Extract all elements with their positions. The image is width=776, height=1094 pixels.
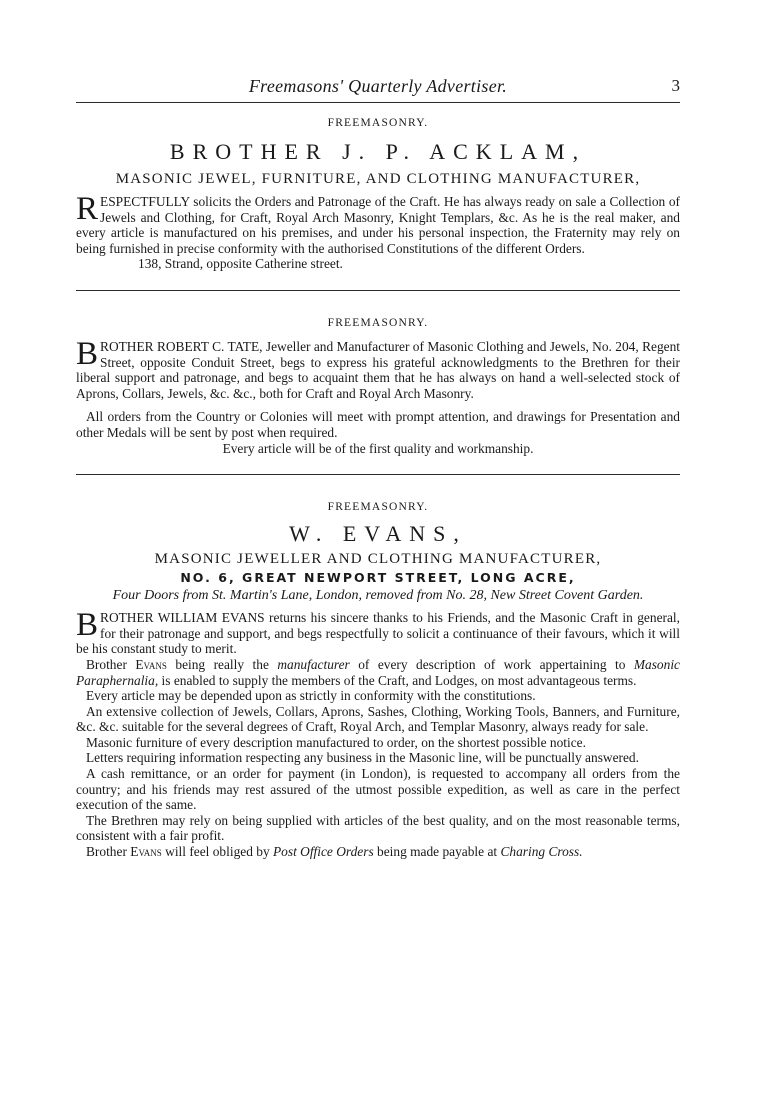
ad-paragraph xyxy=(76,844,680,860)
paragraph-text: ROTHER ROBERT C. TATE, Jeweller and Manufacturer of Masonic Clothing and Jewels, No. 204, Regent Street, opposite Conduit Street, begs to express his grateful acknowledgments to the Brethren for their liberal support and patronage, and begs to acquaint them that he has always on hand a well-selected stock of Aprons, Collars, Jewels, &c. &c., both for Craft and Royal Arch Masonry. xyxy=(76,338,680,401)
ad-subtitle: MASONIC JEWEL, FURNITURE, AND CLOTHING MANUFACTURER, xyxy=(115,171,641,187)
ad-paragraph: Every article may be depended upon as strictly in conformity with the constitutions. xyxy=(86,688,536,704)
ad-heading: FREEMASONRY. xyxy=(327,316,429,329)
ad-paragraph xyxy=(76,657,680,688)
ad-heading: FREEMASONRY. xyxy=(327,117,429,129)
running-head xyxy=(76,72,680,98)
emphasis: manufacturer xyxy=(277,656,350,672)
name-smallcaps: Evans xyxy=(135,656,167,672)
text-run: being really the xyxy=(166,656,278,672)
text-run: is enabled to supply the members of the Craft, and Lodges, on most advantageous terms. xyxy=(158,672,637,688)
ad-paragraph: Every article will be of the first quality and workmanship. xyxy=(222,440,534,456)
ad-title: BROTHER J. P. ACKLAM, xyxy=(169,139,587,164)
text-run: Brother xyxy=(86,844,131,860)
ad-address: 138, Strand, opposite Catherine street. xyxy=(138,256,343,272)
emphasis: Masonic Paraphernalia, xyxy=(76,656,680,688)
text-run: of every description of work appertaining to xyxy=(349,656,634,672)
ad-address: NO. 6, GREAT NEWPORT STREET, LONG ACRE, xyxy=(180,570,576,586)
ad-heading: FREEMASONRY. xyxy=(327,501,429,514)
ad-paragraph: All orders from the Country or Colonies will meet with prompt attention, and drawings for Presentation and other Medals will be sent by post when required. xyxy=(76,409,680,440)
drop-cap: B xyxy=(76,335,99,372)
running-head-title: Freemasons' Quarterly Advertiser. xyxy=(248,76,508,96)
ad-paragraph: Masonic furniture of every description manufactured to order, on the shortest possible notice. xyxy=(86,734,586,750)
advertisement-acklam xyxy=(76,117,680,272)
ad-address-note: Four Doors from St. Martin's Lane, London, removed from No. 28, New Street Covent Garden. xyxy=(112,588,644,604)
advertisement-evans xyxy=(76,501,680,860)
paragraph-text: ESPECTFULLY solicits the Orders and Patronage of the Craft. He has always ready on sale a Collection of Jewels and Clothing, for Craft, Royal Arch Masonry, Knight Templars, &c. As he is the real maker, and every article is manufactured on his premises, and under his personal inspection, the Fraternity may rely on being furnished in precise conformity with the authorised Constitutions of the different Orders. xyxy=(76,194,680,256)
ad-body xyxy=(76,191,680,272)
ad-title: W. EVANS, xyxy=(289,521,467,547)
advertisement-tate xyxy=(76,317,680,456)
text-run: being made payable at xyxy=(373,844,501,860)
name-smallcaps: Evans xyxy=(130,844,162,860)
ad-paragraph: Letters requiring information respecting any business in the Masonic line, will be punctually answered. xyxy=(86,750,639,766)
drop-cap: B xyxy=(76,607,99,644)
drop-cap: R xyxy=(76,191,99,227)
advertiser-page xyxy=(76,72,680,860)
paragraph-text: ROTHER WILLIAM EVANS returns his sincere thanks to his Friends, and the Masonic Craft in general, for their patronage and support, and begs respectfully to solicit a continuance of their favours, which it will be his constant study to merit. xyxy=(76,610,680,657)
ad-paragraph xyxy=(76,607,680,657)
text-run: will feel obliged by xyxy=(161,844,273,860)
section-divider xyxy=(76,290,680,291)
ad-paragraph xyxy=(76,191,680,256)
ad-body xyxy=(76,335,680,456)
ad-paragraph: An extensive collection of Jewels, Collars, Aprons, Sashes, Clothing, Working Tools, Banners, and Furniture, &c. &c. suitable for the several degrees of Craft, Royal Arch, and Templar Masonry, always ready for sale. xyxy=(76,703,680,735)
emphasis: Charing Cross. xyxy=(500,844,583,860)
ad-paragraph: The Brethren may rely on being supplied with articles of the best quality, and on the most reasonable terms, consistent with a fair profit. xyxy=(76,812,680,844)
page-number: 3 xyxy=(671,76,680,95)
section-divider xyxy=(76,474,680,475)
header-rule xyxy=(76,102,680,103)
ad-subtitle: MASONIC JEWELLER AND CLOTHING MANUFACTURER, xyxy=(154,551,602,568)
ad-paragraph xyxy=(76,335,680,401)
ad-paragraph: A cash remittance, or an order for payment (in London), is requested to accompany all orders from the country; and his friends may rest assured of the utmost possible expedition, as well as care in the perfect execution of the same. xyxy=(76,766,680,813)
text-run: Brother xyxy=(86,656,136,672)
emphasis: Post Office Orders xyxy=(273,844,374,860)
ad-body xyxy=(76,607,680,860)
